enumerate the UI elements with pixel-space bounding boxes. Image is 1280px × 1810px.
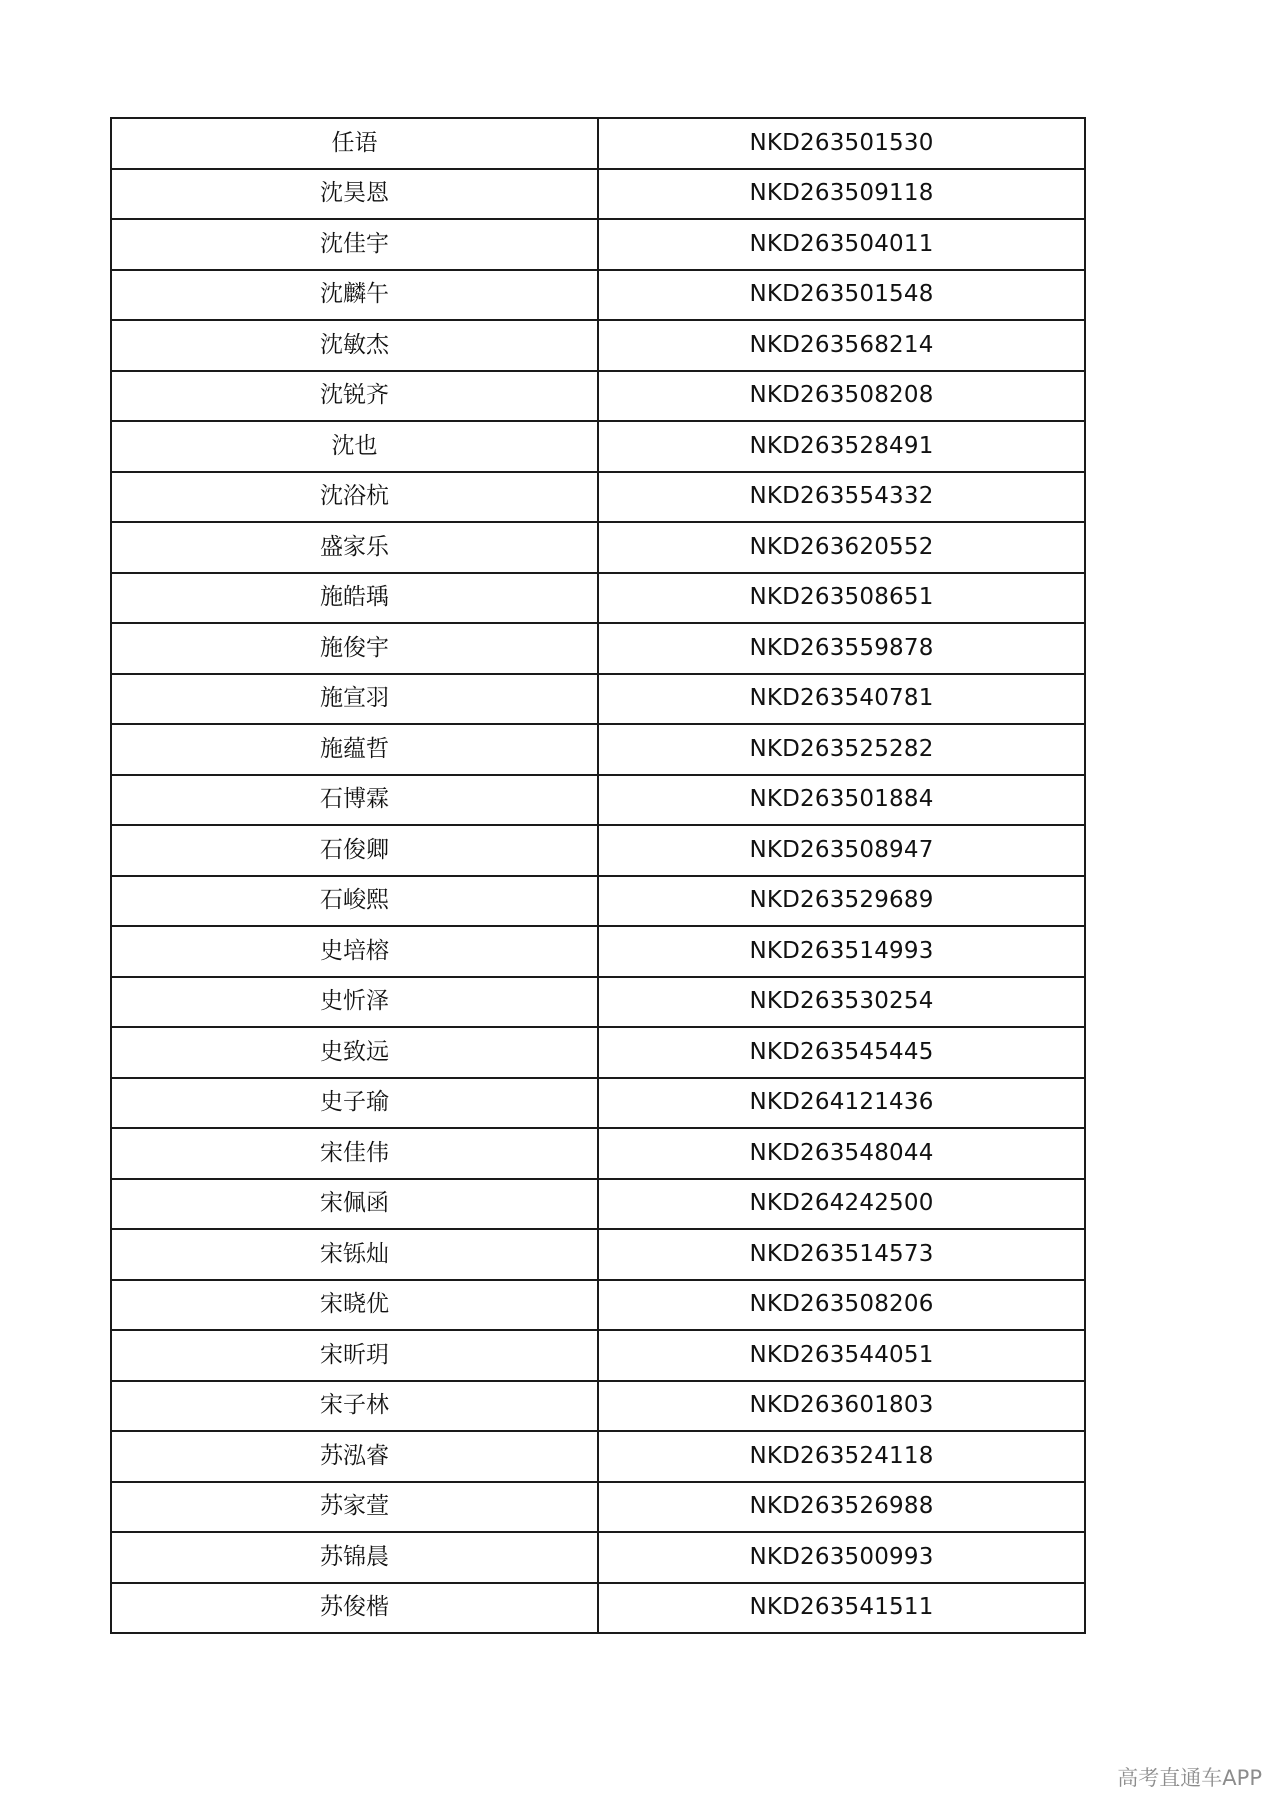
table-row xyxy=(111,270,1085,321)
table-row xyxy=(111,472,1085,523)
student-name-cell: 史培榕 xyxy=(111,926,598,977)
student-id-cell: NKD263541511 xyxy=(598,1583,1085,1634)
student-name-cell: 施俊宇 xyxy=(111,623,598,674)
student-name-cell: 宋子林 xyxy=(111,1381,598,1432)
student-name-cell: 盛家乐 xyxy=(111,522,598,573)
student-id-cell: NKD263514993 xyxy=(598,926,1085,977)
student-name-cell: 苏泓睿 xyxy=(111,1431,598,1482)
table-row xyxy=(111,421,1085,472)
table-row xyxy=(111,724,1085,775)
student-id-cell: NKD263504011 xyxy=(598,219,1085,270)
student-id-cell: NKD263514573 xyxy=(598,1229,1085,1280)
student-name-cell: 宋晓优 xyxy=(111,1280,598,1331)
student-id-cell: NKD263529689 xyxy=(598,876,1085,927)
roster-table xyxy=(110,117,1086,1634)
student-id-cell: NKD263501530 xyxy=(598,118,1085,169)
student-name-cell: 苏锦晨 xyxy=(111,1532,598,1583)
table-row xyxy=(111,1583,1085,1634)
table-row xyxy=(111,1532,1085,1583)
student-id-cell: NKD263508651 xyxy=(598,573,1085,624)
student-id-cell: NKD263508206 xyxy=(598,1280,1085,1331)
student-name-cell: 宋佳伟 xyxy=(111,1128,598,1179)
student-name-cell: 苏家萱 xyxy=(111,1482,598,1533)
student-id-cell: NKD263548044 xyxy=(598,1128,1085,1179)
table-row xyxy=(111,674,1085,725)
student-id-cell: NKD263601803 xyxy=(598,1381,1085,1432)
watermark: 高考直通车APP xyxy=(1117,1766,1262,1790)
student-id-cell: NKD263508947 xyxy=(598,825,1085,876)
student-id-cell: NKD263620552 xyxy=(598,522,1085,573)
student-id-cell: NKD263554332 xyxy=(598,472,1085,523)
student-id-cell: NKD263544051 xyxy=(598,1330,1085,1381)
student-name-cell: 宋昕玥 xyxy=(111,1330,598,1381)
student-name-cell: 史致远 xyxy=(111,1027,598,1078)
table-row xyxy=(111,320,1085,371)
student-id-cell: NKD263526988 xyxy=(598,1482,1085,1533)
student-name-cell: 宋佩函 xyxy=(111,1179,598,1230)
table-row xyxy=(111,1078,1085,1129)
table-row xyxy=(111,876,1085,927)
student-id-cell: NKD264242500 xyxy=(598,1179,1085,1230)
student-name-cell: 史子瑜 xyxy=(111,1078,598,1129)
student-name-cell: 施皓瑀 xyxy=(111,573,598,624)
student-name-cell: 沈昊恩 xyxy=(111,169,598,220)
roster-body xyxy=(111,118,1085,1633)
student-name-cell: 石峻熙 xyxy=(111,876,598,927)
table-row xyxy=(111,1280,1085,1331)
student-id-cell: NKD263568214 xyxy=(598,320,1085,371)
table-row xyxy=(111,1229,1085,1280)
table-row xyxy=(111,1027,1085,1078)
table-row xyxy=(111,522,1085,573)
table-row xyxy=(111,1381,1085,1432)
student-name-cell: 沈敏杰 xyxy=(111,320,598,371)
student-id-cell: NKD263509118 xyxy=(598,169,1085,220)
student-id-cell: NKD264121436 xyxy=(598,1078,1085,1129)
student-name-cell: 史忻泽 xyxy=(111,977,598,1028)
table-row xyxy=(111,1482,1085,1533)
student-name-cell: 石博霖 xyxy=(111,775,598,826)
table-row xyxy=(111,623,1085,674)
table-row xyxy=(111,977,1085,1028)
table-row xyxy=(111,219,1085,270)
student-id-cell: NKD263528491 xyxy=(598,421,1085,472)
student-id-cell: NKD263530254 xyxy=(598,977,1085,1028)
table-row xyxy=(111,1128,1085,1179)
student-name-cell: 施蕴哲 xyxy=(111,724,598,775)
table-row xyxy=(111,1179,1085,1230)
table-row xyxy=(111,926,1085,977)
student-id-cell: NKD263501548 xyxy=(598,270,1085,321)
table-row xyxy=(111,573,1085,624)
student-id-cell: NKD263501884 xyxy=(598,775,1085,826)
table-row xyxy=(111,1330,1085,1381)
student-name-cell: 沈麟午 xyxy=(111,270,598,321)
student-id-cell: NKD263508208 xyxy=(598,371,1085,422)
student-id-cell: NKD263524118 xyxy=(598,1431,1085,1482)
student-name-cell: 任语 xyxy=(111,118,598,169)
student-name-cell: 施宣羽 xyxy=(111,674,598,725)
student-name-cell: 沈也 xyxy=(111,421,598,472)
student-id-cell: NKD263559878 xyxy=(598,623,1085,674)
student-name-cell: 宋铄灿 xyxy=(111,1229,598,1280)
student-name-cell: 石俊卿 xyxy=(111,825,598,876)
student-id-cell: NKD263500993 xyxy=(598,1532,1085,1583)
student-id-cell: NKD263525282 xyxy=(598,724,1085,775)
student-name-cell: 沈浴杭 xyxy=(111,472,598,523)
table-row xyxy=(111,169,1085,220)
table-row xyxy=(111,118,1085,169)
student-name-cell: 苏俊楷 xyxy=(111,1583,598,1634)
table-row xyxy=(111,775,1085,826)
student-name-cell: 沈佳宇 xyxy=(111,219,598,270)
student-id-cell: NKD263540781 xyxy=(598,674,1085,725)
student-name-cell: 沈锐齐 xyxy=(111,371,598,422)
table-row xyxy=(111,825,1085,876)
table-row xyxy=(111,371,1085,422)
student-id-cell: NKD263545445 xyxy=(598,1027,1085,1078)
table-row xyxy=(111,1431,1085,1482)
